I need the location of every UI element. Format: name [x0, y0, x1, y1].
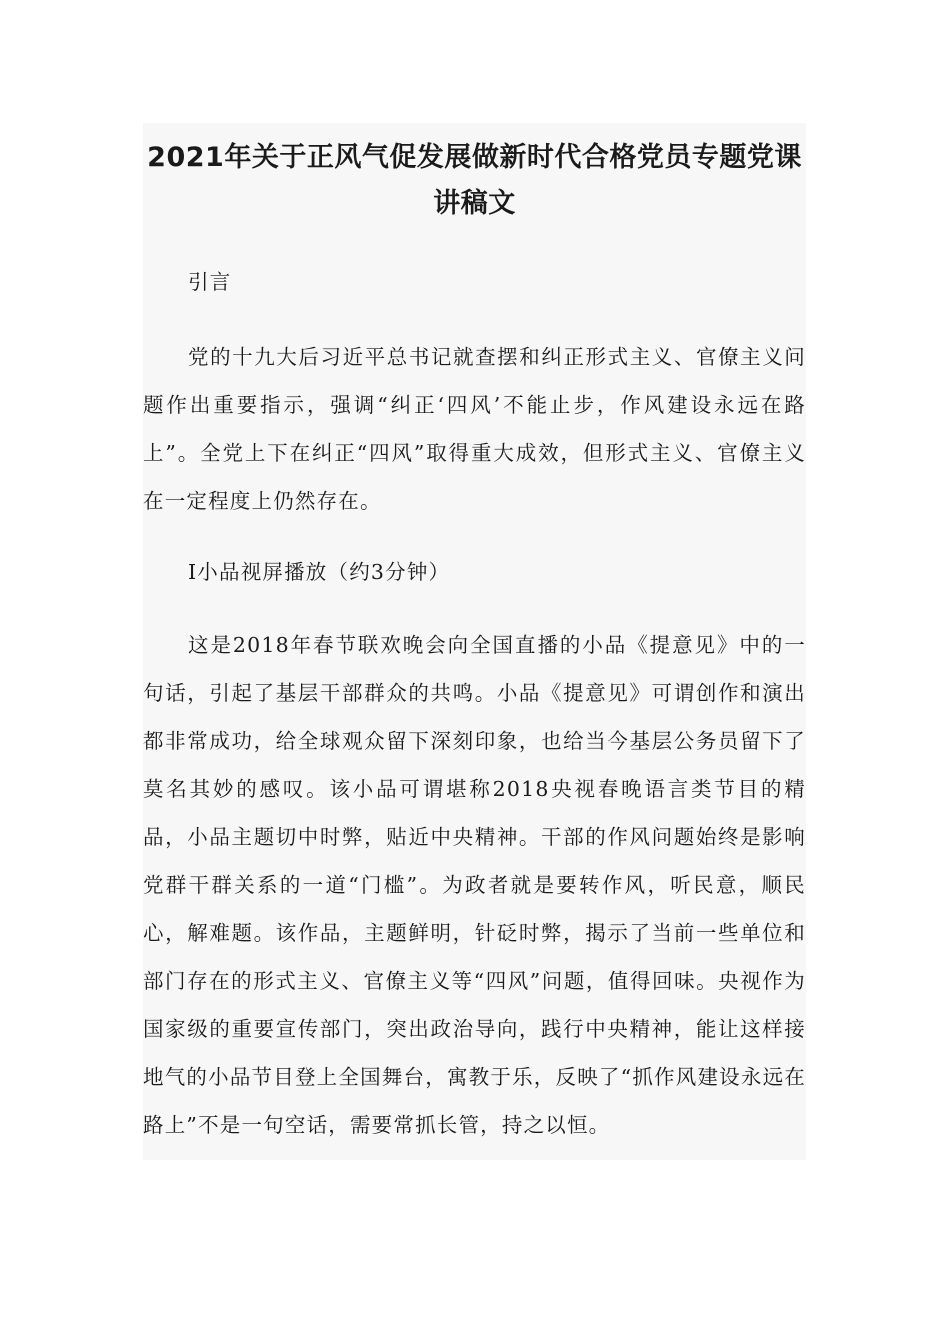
- paragraph-1: 党的十九大后习近平总书记就查摆和纠正形式主义、官僚主义问题作出重要指示，强调“纠正‘四风’不能止步，作风建设永远在路上”。全党上下在纠正“四风”取得重大成效，但形式主义、官僚主义在一定程度上仍然存在。: [143, 345, 806, 513]
- section-heading: I小品视屏播放（约3分钟）: [188, 560, 451, 584]
- intro-heading: 引言: [188, 270, 232, 294]
- document-title: 2021年关于正风气促发展做新时代合格党员专题党课讲稿文: [147, 142, 802, 219]
- document-page: [143, 123, 806, 1160]
- paragraph-2: 这是2018年春节联欢晚会向全国直播的小品《提意见》中的一句话，引起了基层干部群众的共鸣。小品《提意见》可谓创作和演出都非常成功，给全球观众留下深刻印象，也给当今基层公务员留下了莫名其妙的感叹。该小品可谓堪称2018央视春晚语言类节目的精品，小品主题切中时弊，贴近中央精神。干部的作风问题始终是影响党群干群关系的一道“门槛”。为政者就是要转作风，听民意，顺民心，解难题。该作品，主题鲜明，针砭时弊，揭示了当前一些单位和部门存在的形式主义、官僚主义等“四风”问题，值得回味。央视作为国家级的重要宣传部门，突出政治导向，践行中央精神，能让这样接地气的小品节目登上全国舞台，寓教于乐，反映了“抓作风建设永远在路上”不是一句空话，需要常抓长管，持之以恒。: [143, 633, 806, 1137]
